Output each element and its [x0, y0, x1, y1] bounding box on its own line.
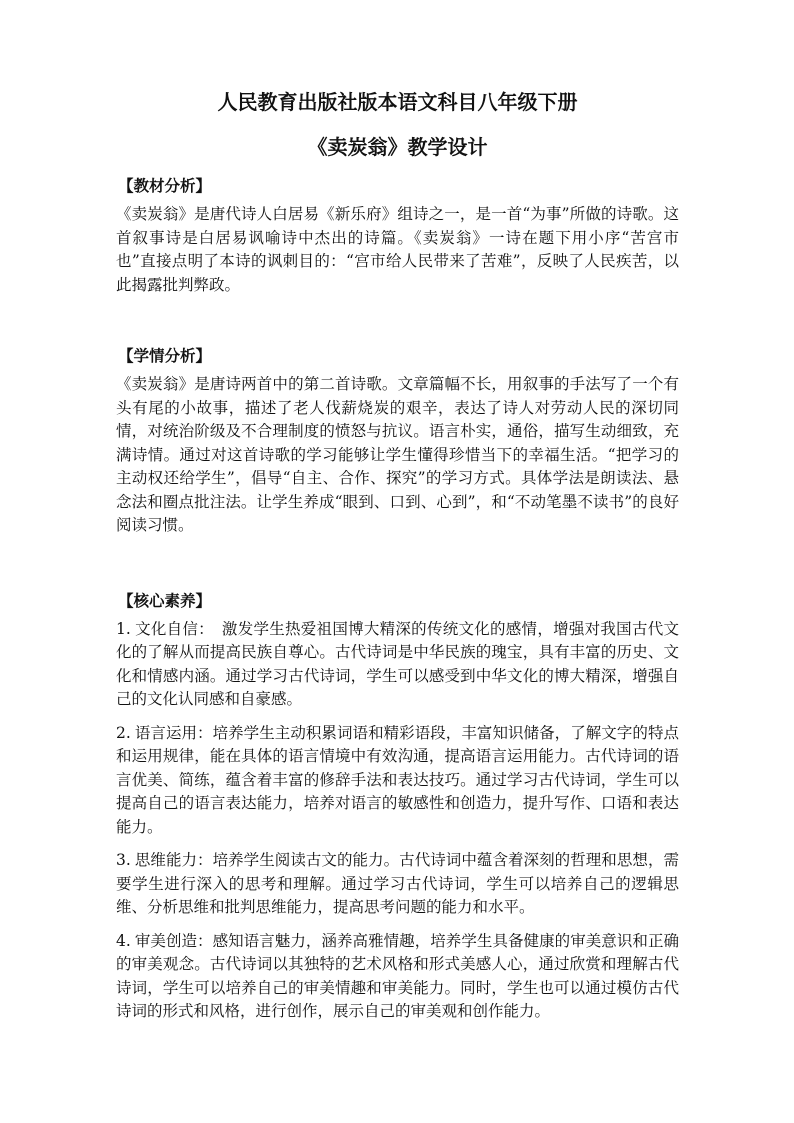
list-item	[116, 618, 679, 712]
list-item-number: 2.	[116, 723, 131, 742]
section-student-analysis	[116, 345, 679, 538]
section-heading-student-analysis: 【学情分析】	[118, 346, 212, 365]
document-subtitle: 《卖炭翁》教学设计	[307, 135, 488, 159]
list-item-number: 1.	[116, 619, 131, 638]
textbook-analysis-paragraph: 《卖炭翁》是唐代诗人白居易《新乐府》组诗之一，是一首“为事”所做的诗歌。这首叙事诗是白居易讽喻诗中杰出的诗篇。《卖炭翁》一诗在题下用小序“苦宫市也”直接点明了本诗的讽刺目的：“宫市给人民带来了苦难”，反映了人民疾苦，以此揭露批判弊政。	[116, 205, 679, 294]
section-heading-core-literacy: 【核心素养】	[118, 590, 212, 610]
list-item	[116, 722, 679, 840]
list-item-text: 语言运用：培养学生主动积累词语和精彩语段，丰富知识储备，了解文字的特点和运用规律，能在具体的语言情境中有效沟通，提高语言运用能力。古代诗词的语言优美、简练，蕴含着丰富的修辞手法和表达技巧。通过学习古代诗词，学生可以提高自己的语言表达能力，培养对语言的敏感性和创造力，提升写作、口语和表达能力。	[116, 723, 679, 836]
spacer	[116, 538, 679, 590]
section-textbook-analysis	[116, 175, 679, 297]
list-item	[116, 930, 679, 1024]
list-item	[116, 849, 679, 920]
spacer	[116, 297, 679, 345]
document-title: 人民教育出版社版本语文科目八年级下册	[217, 90, 578, 114]
list-item-text: 文化自信： 激发学生热爱祖国博大精深的传统文化的感情，增强对我国古代文化的了解从而提高民族自尊心。古代诗词是中华民族的瑰宝，具有丰富的历史、文化和情感内涵。通过学习古代诗词，学生可以感受到中华文化的博大精深，增强自己的文化认同感和自豪感。	[116, 619, 679, 708]
student-analysis-paragraph: 《卖炭翁》是唐诗两首中的第二首诗歌。文章篇幅不长，用叙事的手法写了一个有头有尾的小故事，描述了老人伐薪烧炭的艰辛，表达了诗人对劳动人民的深切同情，对统治阶级及不合理制度的愤怒与抗议。语言朴实，通俗，描写生动细致，充满诗情。通过对这首诗歌的学习能够让学生懂得珍惜当下的幸福生活。“把学习的主动权还给学生”，倡导“自主、合作、探究”的学习方式。具体学法是朗读法、悬念法和圈点批注法。让学生养成“眼到、口到、心到”，和“不动笔墨不读书”的良好阅读习惯。	[116, 375, 679, 534]
list-item-number: 3.	[116, 851, 131, 869]
section-core-literacy	[116, 590, 679, 1024]
list-item-number: 4.	[116, 931, 131, 950]
list-item-text: 审美创造：感知语言魅力，涵养高雅情趣，培养学生具备健康的审美意识和正确的审美观念。古代诗词以其独特的艺术风格和形式美感人心，通过欣赏和理解古代诗词，学生可以培养自己的审美情趣和审美能力。同时，学生也可以通过模仿古代诗词的形式和风格，进行创作，展示自己的审美观和创作能力。	[116, 931, 679, 1020]
section-heading-textbook-analysis: 【教材分析】	[118, 176, 212, 195]
list-item-text: 思维能力：培养学生阅读古文的能力。古代诗词中蕴含着深刻的哲理和思想，需要学生进行深入的思考和理解。通过学习古代诗词，学生可以培养自己的逻辑思维、分析思维和批判思维能力，提高思考问题的能力和水平。	[116, 851, 679, 916]
